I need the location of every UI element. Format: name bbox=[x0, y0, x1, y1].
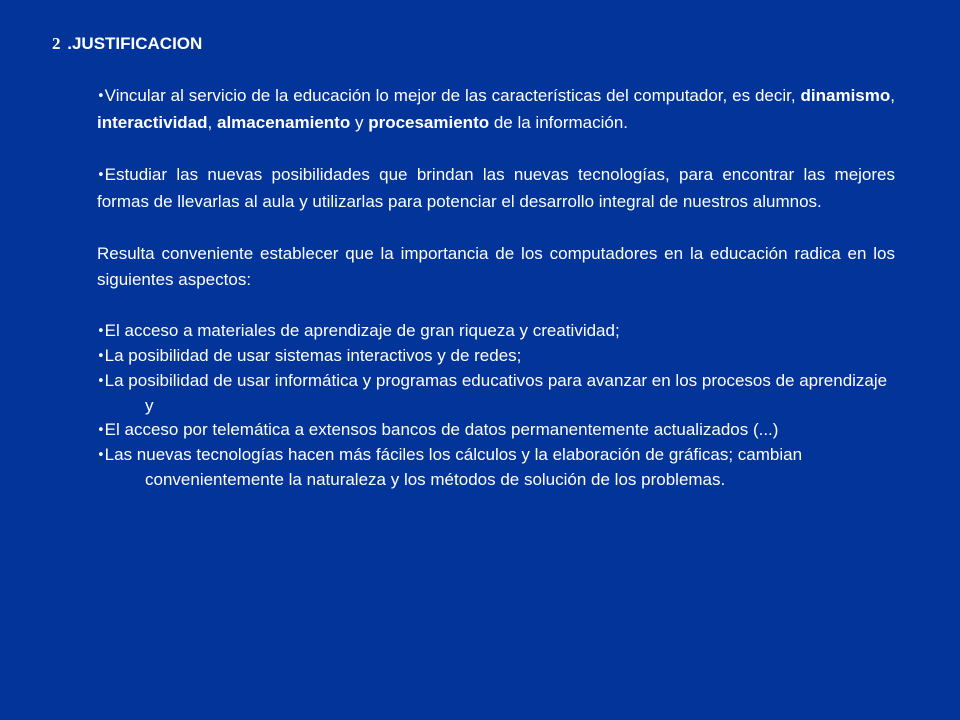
list-item-text: El acceso a materiales de aprendizaje de gran riqueza y creatividad; bbox=[104, 321, 620, 340]
list-item-text: La posibilidad de usar informática y programas educativos para avanzar en los procesos de aprendizaje y bbox=[104, 371, 888, 415]
emphasis-term: dinamismo bbox=[800, 86, 891, 105]
paragraph-1-text bbox=[97, 86, 895, 132]
bullet-icon: • bbox=[97, 89, 105, 104]
aspects-list bbox=[97, 319, 895, 492]
text-run: Estudiar las nuevas posibilidades que brindan las nuevas tecnologías, para encontrar las mejores formas de llevarlas al aula y utilizarlas para potenciar el desarrollo integral de nuestros alumnos. bbox=[97, 165, 895, 211]
emphasis-term: almacenamiento bbox=[217, 113, 351, 132]
list-item bbox=[97, 369, 895, 418]
bullet-icon: • bbox=[97, 168, 105, 183]
bullet-icon: • bbox=[97, 349, 105, 364]
list-item bbox=[97, 344, 895, 369]
section-heading bbox=[52, 33, 202, 55]
emphasis-term: interactividad bbox=[97, 113, 208, 132]
text-run: Vincular al servicio de la educación lo mejor de las características del computador, es decir, bbox=[104, 86, 801, 105]
bullet-icon: • bbox=[97, 374, 105, 389]
list-item-text: Las nuevas tecnologías hacen más fáciles los cálculos y la elaboración de gráficas; cambian convenientemente la naturaleza y los métodos de solución de los problemas. bbox=[104, 445, 803, 489]
section-number: 2 bbox=[52, 34, 61, 53]
intro-paragraph: Resulta conveniente establecer que la importancia de los computadores en la educación radica en los siguientes aspectos: bbox=[97, 244, 895, 289]
list-item bbox=[97, 443, 895, 492]
bullet-paragraph-2 bbox=[97, 162, 895, 215]
list-item-text: La posibilidad de usar sistemas interactivos y de redes; bbox=[104, 346, 522, 365]
paragraph-2-text bbox=[97, 165, 895, 211]
emphasis-term: procesamiento bbox=[368, 113, 490, 132]
list-item-text: El acceso por telemática a extensos bancos de datos permanentemente actualizados (...) bbox=[104, 420, 779, 439]
bullet-icon: • bbox=[97, 324, 105, 339]
text-run: , bbox=[890, 86, 895, 105]
bullet-icon: • bbox=[97, 448, 105, 463]
text-run: , bbox=[207, 113, 217, 132]
list-item bbox=[97, 418, 895, 443]
slide-body bbox=[97, 83, 895, 492]
bullet-paragraph-1 bbox=[97, 83, 895, 136]
text-run: de la información. bbox=[489, 113, 629, 132]
section-title: .JUSTIFICACION bbox=[67, 34, 203, 53]
bullet-icon: • bbox=[97, 423, 105, 438]
text-run: y bbox=[350, 113, 369, 132]
list-item bbox=[97, 319, 895, 344]
